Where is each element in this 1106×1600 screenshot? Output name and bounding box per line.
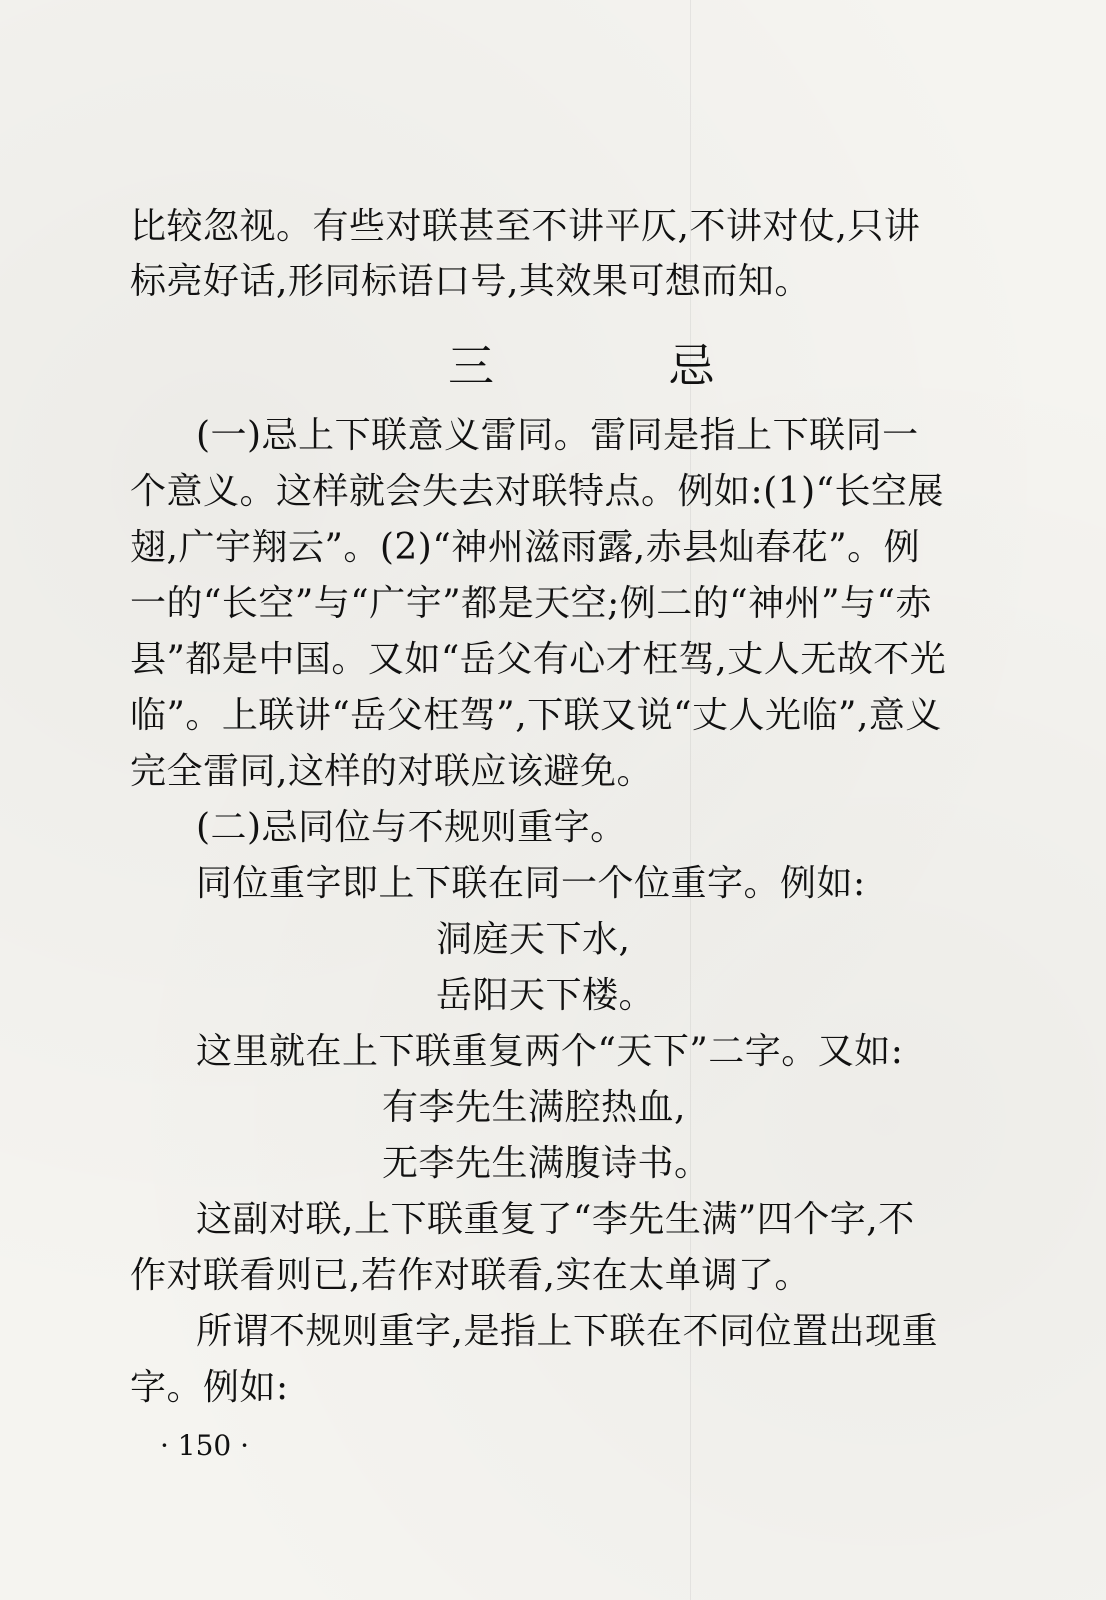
para1-line-4: 一的“长空”与“广宇”都是天空;例二的“神州”与“赤 <box>130 583 932 624</box>
para1-line-7: 完全雷同,这样的对联应该避免。 <box>130 751 653 792</box>
intro-line-2: 标亮好话,形同标语口号,其效果可想而知。 <box>130 261 811 302</box>
para2-line-5: 所谓不规则重字,是指上下联在不同位置出现重 <box>196 1311 938 1352</box>
para2-line-1: 同位重字即上下联在同一个位重字。例如: <box>196 863 866 904</box>
para1-line-6: 临”。上联讲“岳父枉驾”,下联又说“丈人光临”,意义 <box>130 695 942 736</box>
couplet1-lower: 岳阳天下楼。 <box>436 975 656 1016</box>
para1-line-2: 个意义。这样就会失去对联特点。例如:(1)“长空展 <box>130 471 945 512</box>
para1-line-1: (一)忌上下联意义雷同。雷同是指上下联同一 <box>196 415 919 456</box>
para2-line-3: 这副对联,上下联重复了“李先生满”四个字,不 <box>196 1199 915 1240</box>
para1-line-5: 县”都是中国。又如“岳父有心才枉驾,丈人无故不光 <box>130 639 947 680</box>
para2-line-4: 作对联看则已,若作对联看,实在太单调了。 <box>130 1255 811 1296</box>
section-title: 三 忌 <box>448 339 795 393</box>
couplet1-upper: 洞庭天下水, <box>436 919 631 960</box>
para2-heading: (二)忌同位与不规则重字。 <box>196 807 627 848</box>
page-number: · 150 · <box>160 1429 250 1462</box>
couplet2-upper: 有李先生满腔热血, <box>382 1087 686 1128</box>
couplet2-lower: 无李先生满腹诗书。 <box>382 1143 711 1184</box>
para1-line-3: 翅,广宇翔云”。(2)“神州滋雨露,赤县灿春花”。例 <box>130 527 921 568</box>
intro-line-1: 比较忽视。有些对联甚至不讲平仄,不讲对仗,只讲 <box>130 206 921 247</box>
para2-line-6: 字。例如: <box>130 1367 289 1408</box>
para2-line-2: 这里就在上下联重复两个“天下”二字。又如: <box>196 1031 904 1072</box>
